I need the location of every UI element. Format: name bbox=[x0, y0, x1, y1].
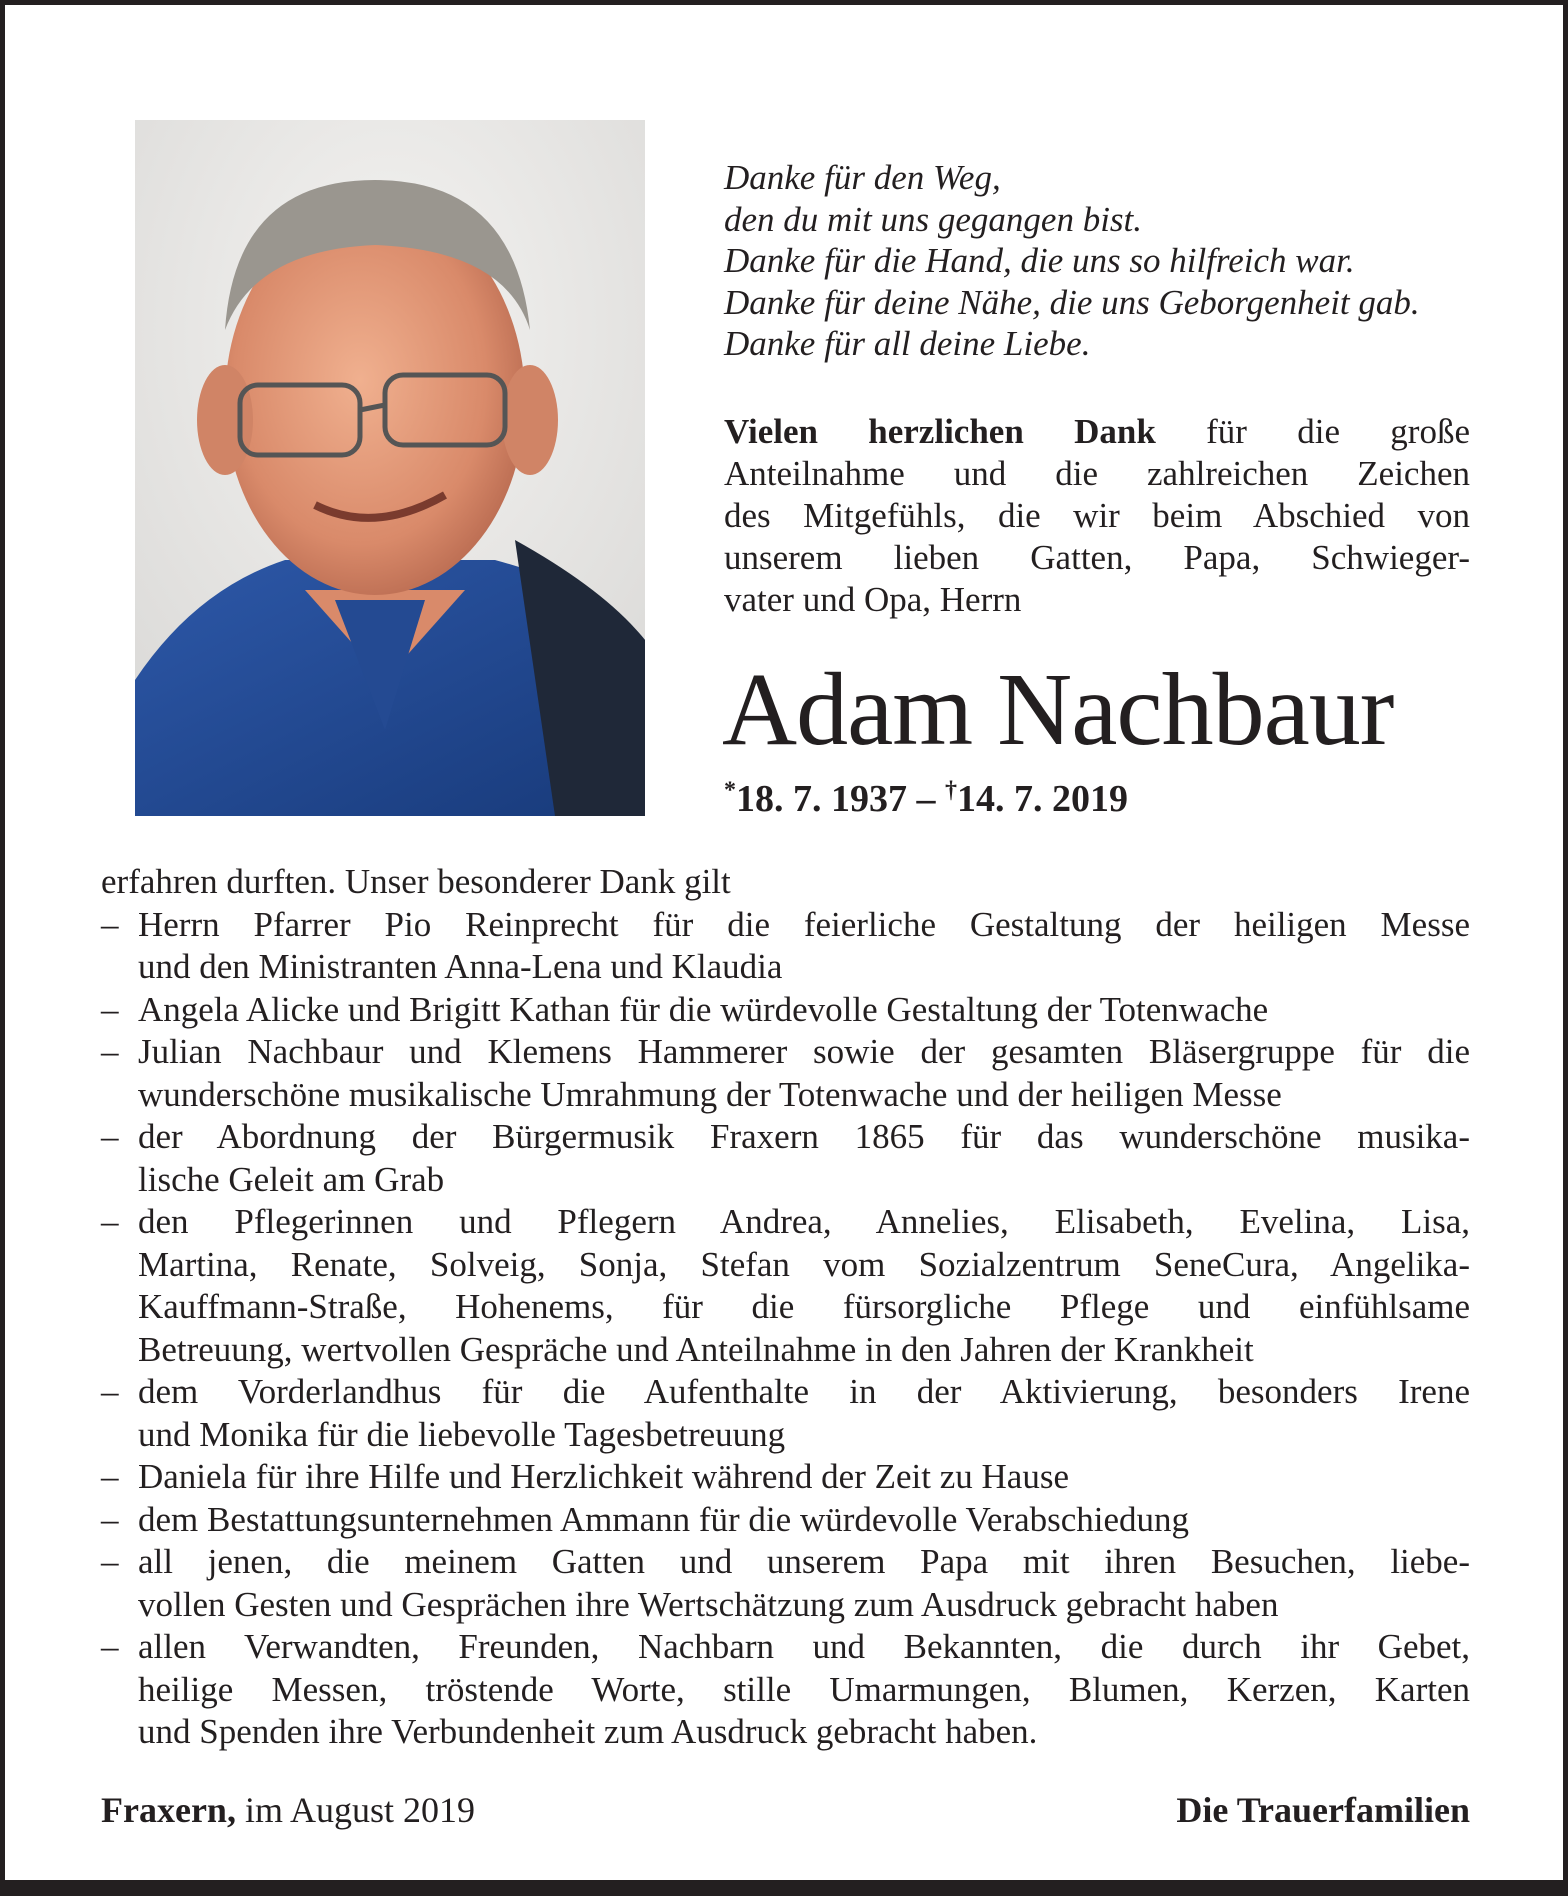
intro-line: unserem lieben Gatten, Papa, Schwieger- bbox=[724, 538, 1470, 577]
list-item bbox=[101, 1456, 1470, 1499]
list-item-line: Betreuung, wertvollen Gespräche und Anteilnahme in den Jahren der Krankheit bbox=[138, 1329, 1254, 1369]
list-item-line: Martina, Renate, Solveig, Sonja, Stefan vom Sozialzentrum SeneCura, Angelika- bbox=[138, 1244, 1470, 1284]
dash-bullet: – bbox=[101, 1627, 119, 1666]
portrait-photo bbox=[135, 120, 645, 816]
list-item-line: heilige Messen, tröstende Worte, stille Umarmungen, Blumen, Kerzen, Karten bbox=[138, 1669, 1470, 1709]
list-item-line: und den Ministranten Anna-Lena und Klaudia bbox=[138, 947, 783, 986]
dash-bullet: – bbox=[101, 1499, 119, 1539]
dash-bullet: – bbox=[101, 1372, 119, 1411]
dash-bullet: – bbox=[101, 904, 119, 944]
life-dates: *18. 7. 1937 – †14. 7. 2019 bbox=[724, 777, 1128, 820]
dash-bullet: – bbox=[101, 1032, 119, 1071]
intro-line: Vielen herzlichen Dank für die große bbox=[724, 412, 1470, 451]
list-item-line: Julian Nachbaur und Klemens Hammerer sowie der gesamten Bläsergruppe für die bbox=[138, 1032, 1470, 1071]
dash-bullet: – bbox=[101, 989, 119, 1029]
poem-line: Danke für die Hand, die uns so hilfreich war. bbox=[724, 241, 1355, 280]
place-date: Fraxern, im August 2019 bbox=[101, 1790, 475, 1830]
list-item-line: dem Vorderlandhus für die Aufenthalte in der Aktivierung, besonders Irene bbox=[138, 1372, 1470, 1411]
list-item-line: Angela Alicke und Brigitt Kathan für die würdevolle Gestaltung der Totenwache bbox=[138, 989, 1269, 1029]
poem-line: Danke für den Weg, bbox=[724, 158, 1001, 197]
intro-paragraph bbox=[724, 411, 1470, 621]
intro-line: Anteilnahme und die zahlreichen Zeichen bbox=[724, 454, 1470, 493]
body-intro: erfahren durften. Unser besonderer Dank gilt bbox=[101, 862, 731, 901]
thanks-body bbox=[101, 861, 1470, 1754]
list-item bbox=[101, 1116, 1470, 1201]
list-item bbox=[101, 1031, 1470, 1116]
footer bbox=[101, 1789, 1470, 1831]
dash-bullet: – bbox=[101, 1202, 119, 1241]
poem-line: den du mit uns gegangen bist. bbox=[724, 199, 1143, 239]
list-item-line: lische Geleit am Grab bbox=[138, 1159, 445, 1199]
intro-line: des Mitgefühls, die wir beim Abschied von bbox=[724, 496, 1470, 535]
dash-bullet: – bbox=[101, 1117, 119, 1156]
poem-line: Danke für all deine Liebe. bbox=[724, 324, 1091, 363]
poem bbox=[724, 157, 1420, 365]
list-item-line: all jenen, die meinem Gatten und unserem Papa mit ihren Besuchen, liebe- bbox=[138, 1542, 1470, 1581]
list-item-line: den Pflegerinnen und Pflegern Andrea, Annelies, Elisabeth, Evelina, Lisa, bbox=[138, 1202, 1470, 1241]
intro-bold: Vielen herzlichen Dank bbox=[724, 412, 1156, 451]
list-item-line: dem Bestattungsunternehmen Ammann für die würdevolle Verabschiedung bbox=[138, 1499, 1190, 1539]
list-item bbox=[101, 1626, 1470, 1754]
list-item-line: Kauffmann-Straße, Hohenems, für die fürsorgliche Pflege und einfühlsame bbox=[138, 1287, 1470, 1326]
list-item bbox=[101, 1499, 1470, 1542]
list-item bbox=[101, 1201, 1470, 1371]
list-item-line: und Monika für die liebevolle Tagesbetreuung bbox=[138, 1414, 786, 1454]
list-item bbox=[101, 1541, 1470, 1626]
intro-line: vater und Opa, Herrn bbox=[724, 580, 1022, 619]
poem-line: Danke für deine Nähe, die uns Geborgenheit gab. bbox=[724, 282, 1420, 322]
dash-bullet: – bbox=[101, 1542, 119, 1581]
list-item-line: und Spenden ihre Verbundenheit zum Ausdruck gebracht haben. bbox=[138, 1712, 1038, 1751]
list-item-line: der Abordnung der Bürgermusik Fraxern 1865 für das wunderschöne musika- bbox=[138, 1117, 1470, 1156]
dash-bullet: – bbox=[101, 1457, 119, 1496]
list-item-line: vollen Gesten und Gesprächen ihre Wertschätzung zum Ausdruck gebracht haben bbox=[138, 1584, 1279, 1624]
obituary-card bbox=[5, 5, 1563, 1880]
list-item-line: Daniela für ihre Hilfe und Herzlichkeit während der Zeit zu Hause bbox=[138, 1457, 1069, 1496]
signature: Die Trauerfamilien bbox=[1176, 1790, 1470, 1830]
list-item bbox=[101, 904, 1470, 989]
list-item bbox=[101, 1371, 1470, 1456]
list-item-line: Herrn Pfarrer Pio Reinprecht für die feierliche Gestaltung der heiligen Messe bbox=[138, 904, 1470, 944]
list-item bbox=[101, 989, 1470, 1032]
list-item-line: wunderschöne musikalische Umrahmung der Totenwache und der heiligen Messe bbox=[138, 1074, 1282, 1114]
deceased-name: Adam Nachbaur bbox=[722, 652, 1394, 767]
list-item-line: allen Verwandten, Freunden, Nachbarn und Bekannten, die durch ihr Gebet, bbox=[138, 1627, 1470, 1666]
